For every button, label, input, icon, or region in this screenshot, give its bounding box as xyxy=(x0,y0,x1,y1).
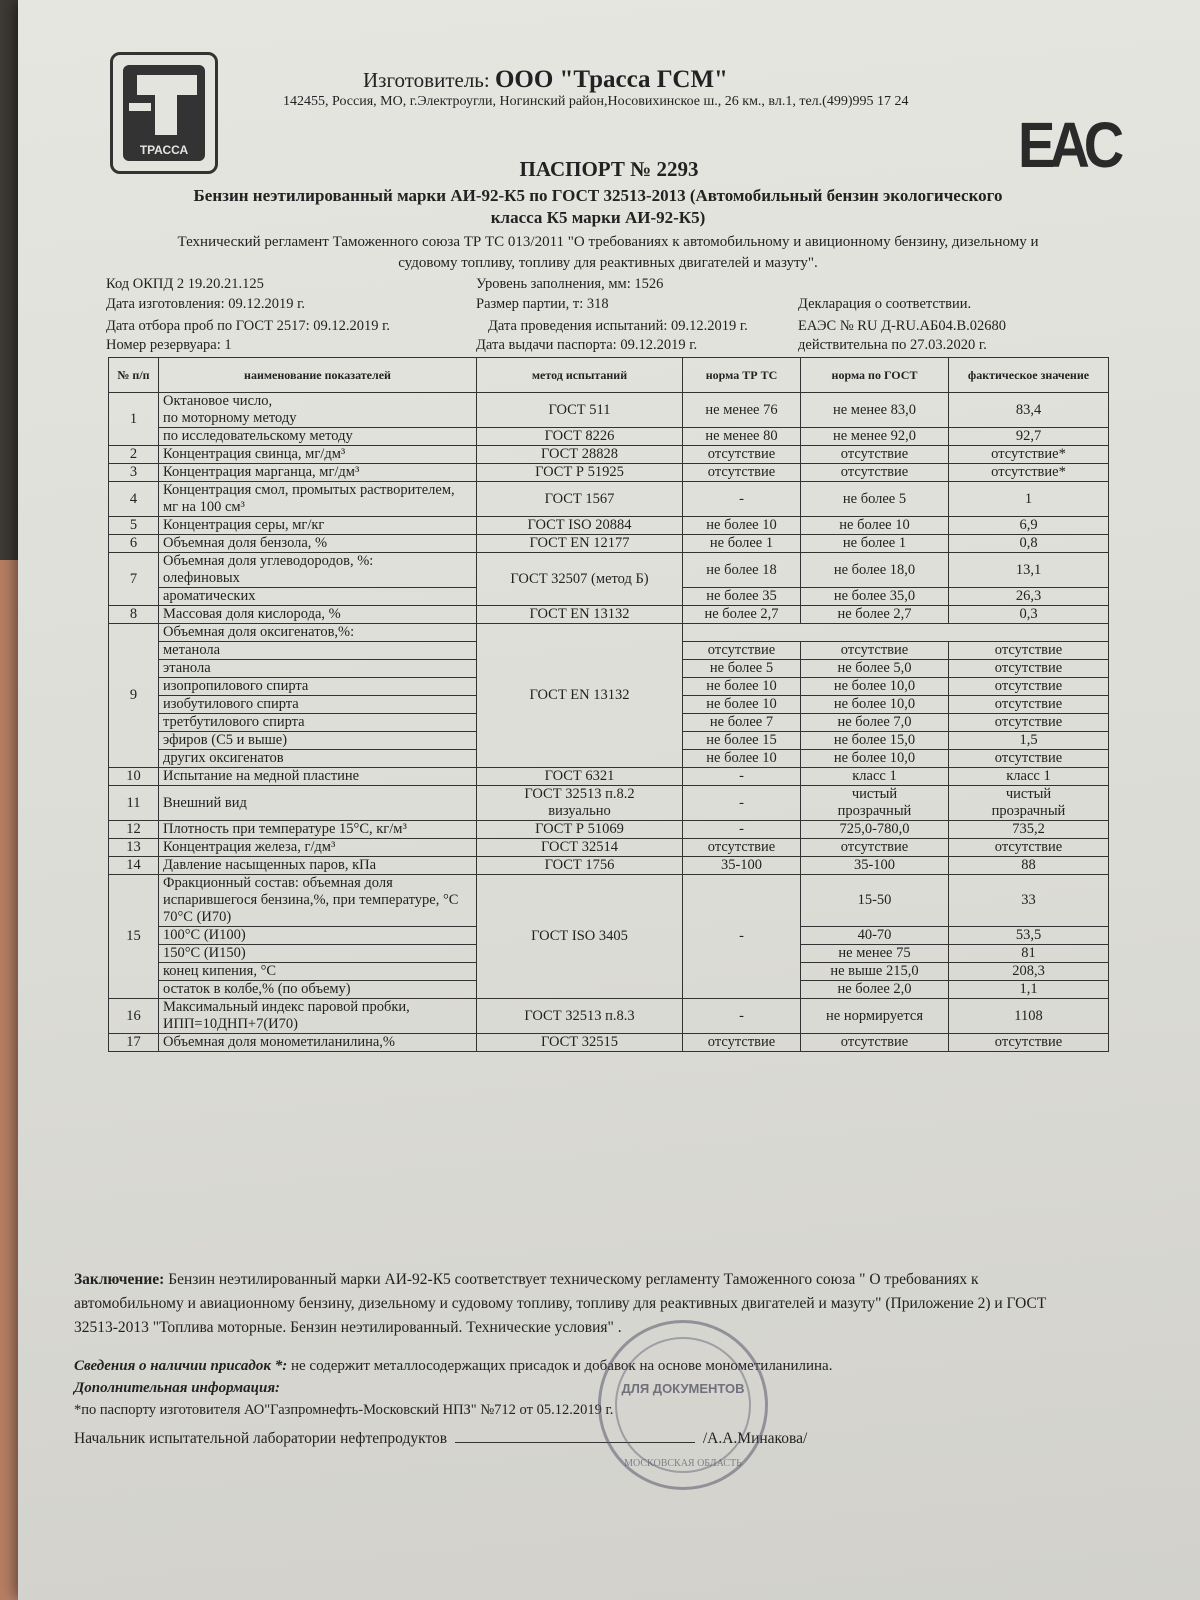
gost-norm: не более 1 xyxy=(801,535,949,553)
actual-value: 735,2 xyxy=(949,821,1109,839)
test-method: ГОСТ 32513 п.8.2 визуально xyxy=(477,786,683,821)
actual-value: 88 xyxy=(949,857,1109,875)
tr-ts-norm: не менее 80 xyxy=(683,428,801,446)
indicators-table xyxy=(108,357,1109,1052)
row-number: 2 xyxy=(109,446,159,464)
stamp-center-text: ДЛЯ ДОКУМЕНТОВ xyxy=(621,1381,745,1396)
declaration-number: ЕАЭС № RU Д-RU.АБ04.В.02680 xyxy=(798,318,1007,334)
signatory-name: /А.А.Минакова/ xyxy=(702,1430,808,1447)
col-header-method: метод испытаний xyxy=(477,358,683,393)
actual-value: отсутствие* xyxy=(949,464,1109,482)
actual-value: 0,3 xyxy=(949,606,1109,624)
actual-value: отсутствие xyxy=(949,696,1109,714)
tr-ts-norm: - xyxy=(683,875,801,999)
actual-value: 83,4 xyxy=(949,393,1109,428)
col-header-number: № п/п xyxy=(109,358,159,393)
declaration-label: Декларация о соответствии. xyxy=(798,296,972,312)
row-number: 13 xyxy=(109,839,159,857)
table-row xyxy=(109,446,1109,464)
table-row xyxy=(109,821,1109,839)
indicator-name: Объемная доля оксигенатов,%: xyxy=(159,624,477,642)
table-row xyxy=(109,786,1109,821)
manufacture-date: Дата изготовления: 09.12.2019 г. xyxy=(106,296,306,312)
test-method: ГОСТ 28828 xyxy=(477,446,683,464)
indicator-name: Октановое число, по моторному методу xyxy=(159,393,477,428)
table-row xyxy=(109,606,1109,624)
test-method: ГОСТ 1567 xyxy=(477,482,683,517)
actual-value: 1 xyxy=(949,482,1109,517)
col-header-name: наименование показателей xyxy=(159,358,477,393)
gost-norm: не более 5 xyxy=(801,482,949,517)
actual-value: отсутствие* xyxy=(949,446,1109,464)
footnote: *по паспорту изготовителя АО"Газпромнефть-Московский НПЗ" №712 от 05.12.2019 г. xyxy=(74,1402,614,1418)
empty-cell xyxy=(683,624,1109,642)
indicator-name: Объемная доля монометиланилина,% xyxy=(159,1034,477,1052)
indicator-name: остаток в колбе,% (по объему) xyxy=(159,981,477,999)
tr-ts-norm: - xyxy=(683,768,801,786)
actual-value: 53,5 xyxy=(949,927,1109,945)
row-number: 14 xyxy=(109,857,159,875)
actual-value: отсутствие xyxy=(949,678,1109,696)
round-stamp xyxy=(598,1320,768,1490)
tr-ts-norm: отсутствие xyxy=(683,464,801,482)
tr-ts-norm: отсутствие xyxy=(683,1034,801,1052)
table-row xyxy=(109,482,1109,517)
indicator-name: конец кипения, °С xyxy=(159,963,477,981)
actual-value: отсутствие xyxy=(949,750,1109,768)
actual-value: 1,5 xyxy=(949,732,1109,750)
table-row xyxy=(109,393,1109,428)
indicator-name: Концентрация свинца, мг/дм³ xyxy=(159,446,477,464)
gost-norm: отсутствие xyxy=(801,1034,949,1052)
indicator-name: Объемная доля углеводородов, %: олефиновых xyxy=(159,553,477,588)
gost-norm: не нормируется xyxy=(801,999,949,1034)
row-number: 4 xyxy=(109,482,159,517)
indicator-name: Объемная доля бензола, % xyxy=(159,535,477,553)
indicator-name: Концентрация серы, мг/кг xyxy=(159,517,477,535)
table-row xyxy=(109,768,1109,786)
actual-value: класс 1 xyxy=(949,768,1109,786)
indicator-name: изопропилового спирта xyxy=(159,678,477,696)
eac-mark: EAC xyxy=(1018,108,1119,181)
actual-value: 6,9 xyxy=(949,517,1109,535)
test-method: ГОСТ 32514 xyxy=(477,839,683,857)
indicator-name: Концентрация железа, г/дм³ xyxy=(159,839,477,857)
gost-norm: не более 7,0 xyxy=(801,714,949,732)
passport-title: ПАСПОРТ № 2293 xyxy=(519,157,699,181)
test-method: ГОСТ EN 13132 xyxy=(477,606,683,624)
indicator-name: изобутилового спирта xyxy=(159,696,477,714)
row-number: 10 xyxy=(109,768,159,786)
indicator-name: Концентрация марганца, мг/дм³ xyxy=(159,464,477,482)
indicator-name: метанола xyxy=(159,642,477,660)
tr-ts-norm: не более 1 xyxy=(683,535,801,553)
indicator-name: эфиров (С5 и выше) xyxy=(159,732,477,750)
tr-ts-norm: не более 15 xyxy=(683,732,801,750)
actual-value: 1108 xyxy=(949,999,1109,1034)
test-method: ГОСТ ISO 3405 xyxy=(477,875,683,999)
actual-value: 0,8 xyxy=(949,535,1109,553)
regulation-line-1: Технический регламент Таможенного союза ТР ТС 013/2011 "О требованиях к автомобильному и авиционному бензину, дизельному и xyxy=(177,234,1039,250)
row-number: 5 xyxy=(109,517,159,535)
tr-ts-norm: не менее 76 xyxy=(683,393,801,428)
tr-ts-norm: не более 10 xyxy=(683,678,801,696)
test-method: ГОСТ 32507 (метод Б) xyxy=(477,553,683,606)
row-number: 3 xyxy=(109,464,159,482)
table-row xyxy=(109,553,1109,588)
gost-norm: отсутствие xyxy=(801,464,949,482)
indicator-name: по исследовательскому методу xyxy=(159,428,477,446)
indicator-name: 100°С (И100) xyxy=(159,927,477,945)
indicator-name: Массовая доля кислорода, % xyxy=(159,606,477,624)
gost-norm: не более 5,0 xyxy=(801,660,949,678)
actual-value: 26,3 xyxy=(949,588,1109,606)
test-method: ГОСТ EN 13132 xyxy=(477,624,683,768)
gost-norm: не выше 215,0 xyxy=(801,963,949,981)
gost-norm: не менее 92,0 xyxy=(801,428,949,446)
tr-ts-norm: отсутствие xyxy=(683,839,801,857)
gost-norm: чистый прозрачный xyxy=(801,786,949,821)
indicator-name: Фракционный состав: объемная доля испарившегося бензина,%, при температуре, °С 70°С (И70) xyxy=(159,875,477,927)
table-row xyxy=(109,624,1109,642)
test-method: ГОСТ 32515 xyxy=(477,1034,683,1052)
row-number: 7 xyxy=(109,553,159,606)
table-row xyxy=(109,875,1109,927)
test-method: ГОСТ 6321 xyxy=(477,768,683,786)
additives-info xyxy=(74,1358,1094,1375)
row-number: 6 xyxy=(109,535,159,553)
indicator-name: Испытание на медной пластине xyxy=(159,768,477,786)
indicator-name: 150°С (И150) xyxy=(159,945,477,963)
gost-norm: не более 10 xyxy=(801,517,949,535)
gost-norm: не более 15,0 xyxy=(801,732,949,750)
company-logo xyxy=(110,52,218,174)
test-method: ГОСТ 8226 xyxy=(477,428,683,446)
indicator-name: Внешний вид xyxy=(159,786,477,821)
tr-ts-norm: не более 18 xyxy=(683,553,801,588)
gost-norm: не менее 75 xyxy=(801,945,949,963)
actual-value: 81 xyxy=(949,945,1109,963)
manufacturer-label: Изготовитель: xyxy=(363,68,490,92)
actual-value: отсутствие xyxy=(949,642,1109,660)
table-row xyxy=(109,857,1109,875)
row-number: 11 xyxy=(109,786,159,821)
declaration-valid-until: действительна по 27.03.2020 г. xyxy=(798,337,987,353)
test-method: ГОСТ 511 xyxy=(477,393,683,428)
tr-ts-norm: не более 10 xyxy=(683,696,801,714)
gost-norm: не более 35,0 xyxy=(801,588,949,606)
actual-value: 33 xyxy=(949,875,1109,927)
gost-norm: 40-70 xyxy=(801,927,949,945)
row-number: 16 xyxy=(109,999,159,1034)
gost-norm: не более 10,0 xyxy=(801,678,949,696)
actual-value: 208,3 xyxy=(949,963,1109,981)
extra-info-label: Дополнительная информация: xyxy=(74,1380,281,1396)
tr-ts-norm: - xyxy=(683,999,801,1034)
table-row xyxy=(109,839,1109,857)
gost-norm: класс 1 xyxy=(801,768,949,786)
sample-date: Дата отбора проб по ГОСТ 2517: 09.12.2019 г. xyxy=(106,318,391,334)
col-header-gost-norm: норма по ГОСТ xyxy=(801,358,949,393)
row-number: 8 xyxy=(109,606,159,624)
actual-value: 13,1 xyxy=(949,553,1109,588)
table-row xyxy=(109,535,1109,553)
test-method: ГОСТ Р 51069 xyxy=(477,821,683,839)
actual-value: отсутствие xyxy=(949,1034,1109,1052)
additives-text: не содержит металлосодержащих присадок и добавок на основе монометиланилина. xyxy=(290,1358,833,1374)
okpd-code: Код ОКПД 2 19.20.21.125 xyxy=(106,276,264,292)
product-line-1: Бензин неэтилированный марки АИ-92-К5 по ГОСТ 32513-2013 (Автомобильный бензин экологического xyxy=(193,186,1003,205)
test-date: Дата проведения испытаний: 09.12.2019 г. xyxy=(488,318,748,334)
tr-ts-norm: - xyxy=(683,786,801,821)
table-row xyxy=(109,999,1109,1034)
tr-ts-norm: отсутствие xyxy=(683,446,801,464)
test-method: ГОСТ EN 12177 xyxy=(477,535,683,553)
table-row xyxy=(109,1034,1109,1052)
col-header-tr-norm: норма ТР ТС xyxy=(683,358,801,393)
row-number: 9 xyxy=(109,624,159,768)
signatory-position: Начальник испытательной лаборатории нефтепродуктов xyxy=(74,1430,448,1447)
test-method: ГОСТ 1756 xyxy=(477,857,683,875)
gost-norm: не менее 83,0 xyxy=(801,393,949,428)
conclusion xyxy=(74,1268,1084,1340)
gost-norm: 725,0-780,0 xyxy=(801,821,949,839)
conclusion-text: Бензин неэтилированный марки АИ-92-К5 соответствует техническому регламенту Таможенного союза " О требованиях к автомобильному и авиационному бензину, дизельному и судовому топливу, топливу для реактивных двигателей и мазуту" (Приложение 2) и ГОСТ 32513-2013 "Топлива моторные. Бензин неэтилированный. Технические условия" . xyxy=(74,1271,1047,1336)
row-number: 1 xyxy=(109,393,159,446)
batch-size: Размер партии, т: 318 xyxy=(476,296,609,312)
gost-norm: не более 2,0 xyxy=(801,981,949,999)
gost-norm: не более 2,7 xyxy=(801,606,949,624)
tr-ts-norm: - xyxy=(683,482,801,517)
logo-word: ТРАССА xyxy=(139,143,189,157)
row-number: 15 xyxy=(109,875,159,999)
col-header-actual: фактическое значение xyxy=(949,358,1109,393)
tank-number: Номер резервуара: 1 xyxy=(106,337,232,353)
manufacturer-address: 142455, Россия, МО, г.Электроугли, Ногинский район,Носовихинское ш., 26 км., вл.1, тел.(499)995 17 24 xyxy=(283,94,909,109)
additives-label: Сведения о наличии присадок *: xyxy=(74,1358,288,1374)
tr-ts-norm: отсутствие xyxy=(683,642,801,660)
tr-ts-norm: не более 10 xyxy=(683,750,801,768)
row-number: 12 xyxy=(109,821,159,839)
indicator-name: Плотность при температуре 15°С, кг/м³ xyxy=(159,821,477,839)
test-method: ГОСТ 32513 п.8.3 xyxy=(477,999,683,1034)
tr-ts-norm: не более 35 xyxy=(683,588,801,606)
indicator-name: других оксигенатов xyxy=(159,750,477,768)
passport-sheet xyxy=(18,0,1200,1600)
issue-date: Дата выдачи паспорта: 09.12.2019 г. xyxy=(476,337,698,353)
fill-level: Уровень заполнения, мм: 1526 xyxy=(476,276,664,292)
row-number: 17 xyxy=(109,1034,159,1052)
gost-norm: отсутствие xyxy=(801,446,949,464)
actual-value: отсутствие xyxy=(949,714,1109,732)
conclusion-label: Заключение: xyxy=(74,1271,165,1288)
actual-value: 92,7 xyxy=(949,428,1109,446)
gost-norm: 35-100 xyxy=(801,857,949,875)
tr-ts-norm: не более 7 xyxy=(683,714,801,732)
tr-ts-norm: не более 5 xyxy=(683,660,801,678)
gost-norm: не более 10,0 xyxy=(801,696,949,714)
indicator-name: Максимальный индекс паровой пробки, ИПП=10ДНП+7(И70) xyxy=(159,999,477,1034)
indicator-name: третбутилового спирта xyxy=(159,714,477,732)
actual-value: отсутствие xyxy=(949,839,1109,857)
tr-ts-norm: не более 10 xyxy=(683,517,801,535)
gost-norm: не более 18,0 xyxy=(801,553,949,588)
gost-norm: отсутствие xyxy=(801,642,949,660)
indicator-name: Концентрация смол, промытых растворителем, мг на 100 см³ xyxy=(159,482,477,517)
tr-ts-norm: 35-100 xyxy=(683,857,801,875)
test-method: ГОСТ Р 51925 xyxy=(477,464,683,482)
tr-ts-norm: - xyxy=(683,821,801,839)
product-line-2: класса К5 марки АИ-92-К5) xyxy=(490,208,706,227)
manufacturer-name: ООО "Трасса ГСМ" xyxy=(494,66,728,93)
actual-value: отсутствие xyxy=(949,660,1109,678)
stamp-bottom-text: МОСКОВСКАЯ ОБЛАСТЬ xyxy=(624,1458,742,1469)
indicator-name: Давление насыщенных паров, кПа xyxy=(159,857,477,875)
tr-ts-norm: не более 2,7 xyxy=(683,606,801,624)
actual-value: 1,1 xyxy=(949,981,1109,999)
manufacturer-line xyxy=(363,66,728,94)
table-header-row xyxy=(109,358,1109,393)
regulation-line-2: судовому топливу, топливу для реактивных двигателей и мазуту". xyxy=(398,255,818,271)
test-method: ГОСТ ISO 20884 xyxy=(477,517,683,535)
actual-value: чистый прозрачный xyxy=(949,786,1109,821)
gost-norm: отсутствие xyxy=(801,839,949,857)
table-row xyxy=(109,517,1109,535)
gost-norm: не более 10,0 xyxy=(801,750,949,768)
indicator-name: этанола xyxy=(159,660,477,678)
gost-norm: 15-50 xyxy=(801,875,949,927)
indicator-name: ароматических xyxy=(159,588,477,606)
table-row xyxy=(109,428,1109,446)
table-row xyxy=(109,464,1109,482)
